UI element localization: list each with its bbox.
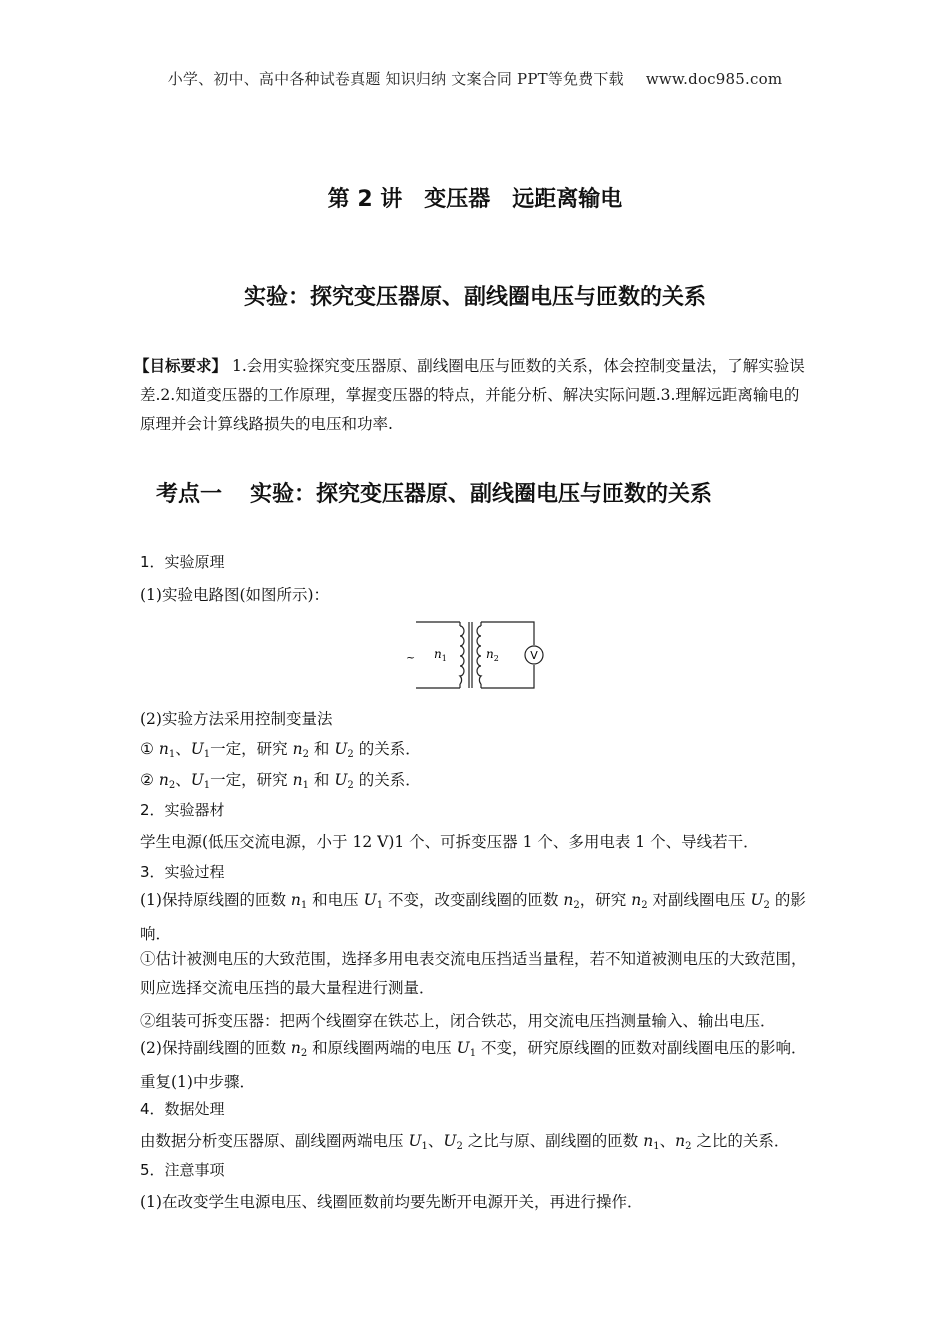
section-heading — [156, 477, 856, 508]
heading-data: 4．数据处理 — [140, 1100, 225, 1118]
goals-text: 1.会用实验探究变压器原、副线圈电压与匝数的关系，体会控制变量法，了解实验误差.2.知道变压器的工作原理，掌握变压器的特点，并能分析、解决实际问题.3.理解远距离输电的原理并会计算线路损失的电压和功率. — [140, 357, 805, 433]
paragraph-case-2: ② $n_2$、$U_1$一定，研究 $n_1$ 和 $U_2$ 的关系． — [140, 771, 421, 791]
paragraph-procedure-estimate: ①估计被测电压的大致范围，选择多用电表交流电压挡适当量程，若不知道被测电压的大致范围，则应选择交流电压挡的最大量程进行测量． — [140, 950, 807, 997]
section-title: 实验：探究变压器原、副线圈电压与匝数的关系 — [250, 482, 713, 507]
paragraph-data: 由数据分析变压器原、副线圈两端电压 $U_1$、$U_2$ 之比与原、副线圈的匝数 $n_1$、$n_2$ 之比的关系． — [140, 1132, 790, 1152]
label-n1: $n_1$ — [434, 647, 447, 663]
page-title: 第 2 讲 变压器 远距离输电 — [327, 187, 623, 212]
page-subtitle: 实验：探究变压器原、副线圈电压与匝数的关系 — [243, 285, 706, 310]
heading-notes: 5．注意事项 — [140, 1161, 225, 1179]
secondary-top-wire — [481, 622, 534, 645]
header-url[interactable]: www.doc985.com — [645, 70, 783, 88]
goals-tag: 【目标要求】 — [134, 357, 228, 375]
paragraph-note-1: (1)在改变学生电源电压、线圈匝数前均要先断开电源开关，再进行操作． — [140, 1193, 643, 1211]
label-n2: $n_2$ — [486, 647, 499, 663]
paragraph-procedure-2: (2)保持副线圈的匝数 $n_2$ 和原线圈两端的电压 $U_1$ 不变，研究原线圈的匝数对副线圈电压的影响．重复(1)中步骤． — [140, 1039, 807, 1091]
paragraph-method: (2)实验方法采用控制变量法 — [140, 710, 333, 728]
transformer-circuit-diagram — [400, 610, 550, 695]
heading-equipment: 2．实验器材 — [140, 801, 225, 819]
heading-procedure: 3．实验过程 — [140, 863, 225, 881]
paragraph-equipment: 学生电源(低压交流电源，小于 12 V)1 个、可拆变压器 1 个、多用电表 1 个、导线若干． — [140, 833, 759, 851]
voltmeter-label: V — [530, 649, 538, 662]
header-text: 小学、初中、高中各种试卷真题 知识归纳 文案合同 PPT等免费下载 — [167, 70, 624, 88]
learning-goals — [134, 352, 812, 439]
ac-source-symbol: ~ — [406, 651, 416, 664]
secondary-coil — [477, 626, 481, 684]
secondary-bottom-wire — [481, 665, 534, 688]
paragraph-procedure-1: (1)保持原线圈的匝数 $n_1$ 和电压 $U_1$ 不变，改变副线圈的匝数 $n_2$，研究 $n_2$ 对副线圈电压 $U_2$ 的影响． — [140, 891, 806, 943]
paragraph-case-1: ① $n_1$、$U_1$一定，研究 $n_2$ 和 $U_2$ 的关系． — [140, 740, 421, 760]
page-header — [0, 68, 950, 89]
primary-coil — [460, 626, 464, 684]
section-label: 考点一 — [156, 482, 223, 507]
paragraph-circuit: (1)实验电路图(如图所示)： — [140, 586, 330, 604]
heading-principle: 1．实验原理 — [140, 553, 225, 571]
paragraph-procedure-assemble: ②组装可拆变压器：把两个线圈穿在铁芯上，闭合铁芯，用交流电压挡测量输入、输出电压． — [140, 1012, 776, 1030]
